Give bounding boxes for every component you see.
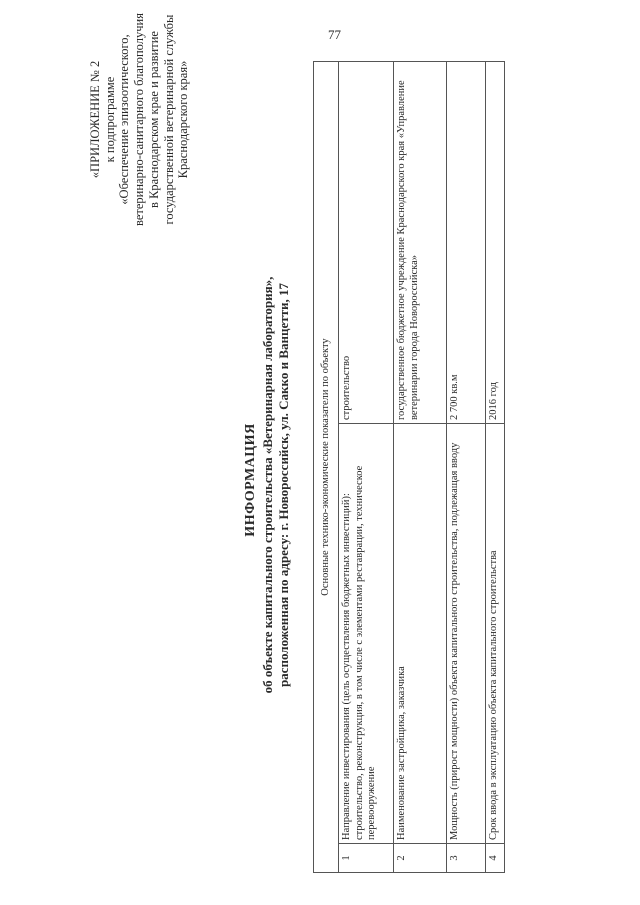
table-header-row [314,62,339,873]
document-title: ИНФОРМАЦИЯ [243,423,258,537]
row-number: 4 [486,844,505,873]
table-header: Основные технико-экономические показатели по объекту [314,62,339,873]
row-label: Направление инвестирования (цель осуществления бюджетных инвестиций): строительство, реконструкция, в том числе с элементами реставрации, техническое перевооружение [339,424,394,844]
appendix-line: «Обеспечение эпизоотического, [117,34,132,205]
appendix-line: ветеринарно-санитарного благополучия [132,13,147,226]
row-number: 1 [339,844,394,873]
row-value: строительство [339,62,394,424]
row-value: 2016 год [486,62,505,424]
row-value: 2 700 кв.м [447,62,486,424]
appendix-line: в Краснодарском крае и развитие [146,31,161,208]
table-row [486,62,505,873]
page-number: 77 [328,27,341,42]
row-number: 2 [394,844,447,873]
row-label: Срок ввода в эксплуатацию объекта капитального строительства [486,424,505,844]
appendix-line: Краснодарского края» [176,60,191,179]
table-row [447,62,486,873]
row-number: 3 [447,844,486,873]
indicators-table [313,61,505,873]
row-value: государственное бюджетное учреждение Краснодарского края «Управление ветеринарии города Новороссийска» [394,62,447,424]
appendix-line: государственной ветеринарной службы [161,14,176,225]
appendix-block [88,2,191,237]
appendix-line: «ПРИЛОЖЕНИЕ № 2 [88,60,102,179]
document-subtitle-line1: об объекте капитального строительства «Ветеринарная лаборатория», [260,276,275,694]
document-subtitle-line2: расположенная по адресу: г. Новороссийск, ул. Сакко и Ванцетти, 17 [276,282,291,688]
table-row [339,62,394,873]
appendix-line: к подпрограмме [102,76,117,163]
row-label: Мощность (прирост мощности) объекта капитального строительства, подлежащая вводу [447,424,486,844]
table-row [394,62,447,873]
row-label: Наименование застройщика, заказчика [394,424,447,844]
